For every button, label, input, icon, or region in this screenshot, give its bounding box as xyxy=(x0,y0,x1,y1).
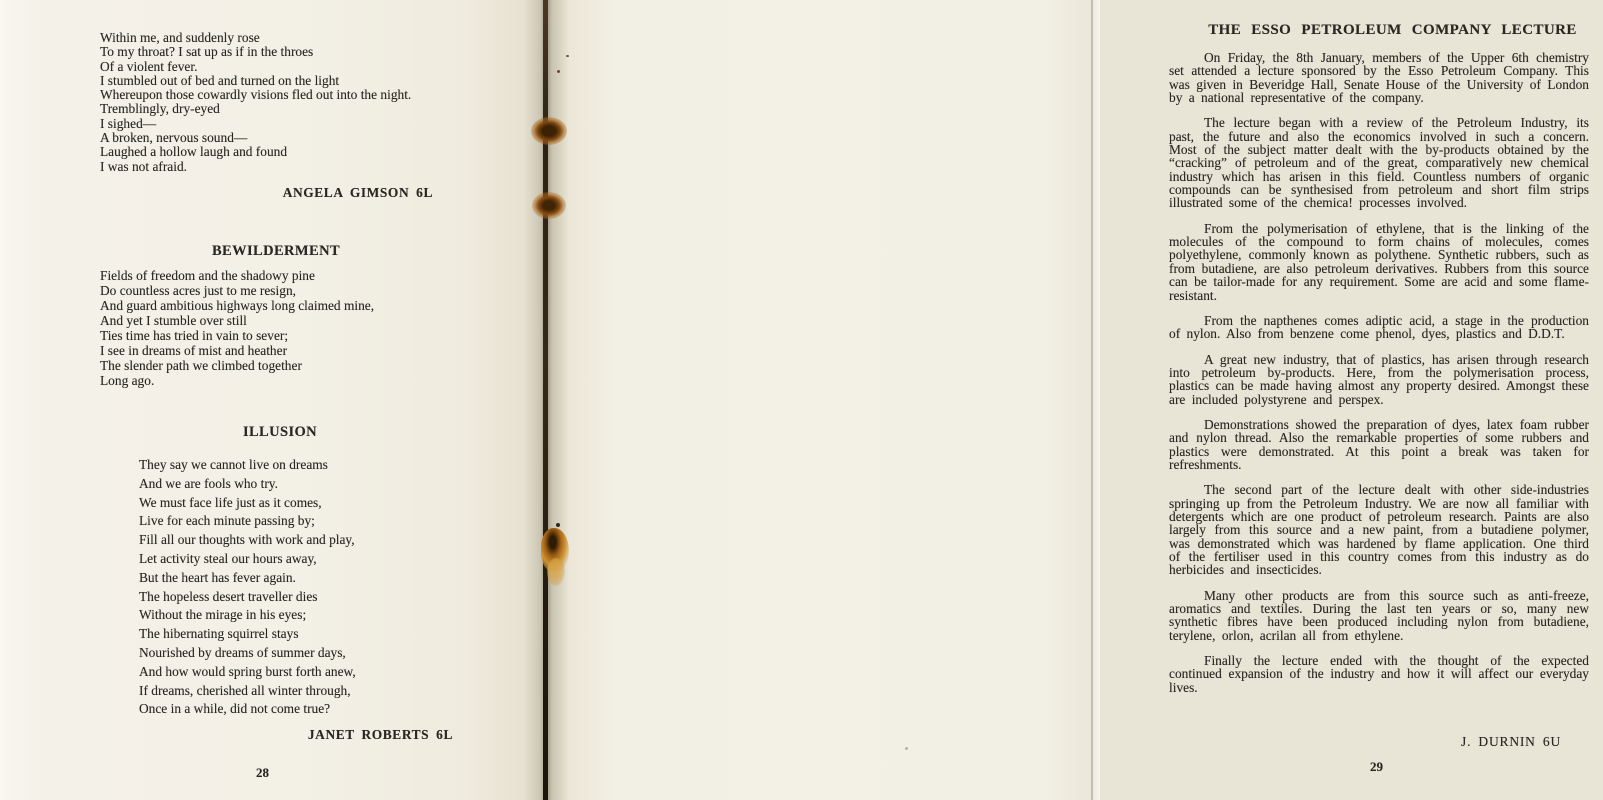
poem-line: And we are fools who try. xyxy=(139,475,278,491)
poem-untitled-author: ANGELA GIMSON 6L xyxy=(282,185,433,200)
article-paragraph: On Friday, the 8th January, members of the Upper 6th chemistry set attended a lecture sponsored by the Esso Petroleum Company. This was given in Beveridge Hall, Senate House of the University of London by a national representative of the company. xyxy=(1169,50,1589,106)
poem-line: Tremblingly, dry-eyed xyxy=(100,101,220,117)
poem-line: Do countless acres just to me resign, xyxy=(100,283,296,298)
poem-line: The slender path we climbed together xyxy=(100,358,302,373)
poem-line: Let activity steal our hours away, xyxy=(139,550,317,566)
poem-untitled-lines xyxy=(100,31,411,174)
poem-line: If dreams, cherished all winter through, xyxy=(139,682,351,698)
article-paragraph: Finally the lecture ended with the thought of the expected continued expansion of the industry and how it will affect our everyday lives. xyxy=(1169,653,1589,695)
paper-speck xyxy=(566,55,569,57)
poem-line: The hibernating squirrel stays xyxy=(139,626,299,642)
poem-line: They say we cannot live on dreams xyxy=(139,457,328,472)
poem-line: To my throat? I sat up as if in the throes xyxy=(100,44,314,60)
poem-line: Fill all our thoughts with work and play, xyxy=(139,532,355,548)
poem-line: Nourished by dreams of summer days, xyxy=(139,644,346,660)
poem-line: I see in dreams of mist and heather xyxy=(100,343,288,358)
poem-line: Of a violent fever. xyxy=(100,58,198,74)
article-paragraph: The lecture began with a review of the Petroleum Industry, its past, the future and also the economics involved in such a concern. Most of the subject matter dealt with the by-products obtained by the “cracking” of petroleum and of the great, comparatively new chemical industry which has arisen in this field. Countless numbers of organic compounds can be synthesised from petroleum and short film strips illustrated some of the chemica! processes involved. xyxy=(1169,115,1589,211)
poem-line: Long ago. xyxy=(100,373,155,388)
article-title: THE ESSO PETROLEUM COMPANY LECTURE xyxy=(1208,22,1577,38)
left-page-number: 28 xyxy=(256,765,269,780)
rust-stain xyxy=(532,192,566,219)
article-paragraph: Many other products are from this source such as anti-freeze, aromatics and textiles. During the last ten years or so, many new synthetic fibres have been produced including nylon from butadiene, terylene, orlon, acrilan all from ethylene. xyxy=(1169,587,1589,643)
article-byline-row xyxy=(1169,733,1589,750)
article-paragraph: A great new industry, that of plastics, has arisen through research into petroleum by-products. Here, from the polymerisation process, plastics can be made having almost any property desired. Amongst these are included polystyrene and perspex. xyxy=(1169,351,1589,407)
poem-line: Laughed a hollow laugh and found xyxy=(100,144,288,160)
article-paragraph: Demonstrations showed the preparation of dyes, latex foam rubber and nylon thread. Also the remarkable properties of some rubbers and plastics were demonstrated. At this point a break was taken for refreshments. xyxy=(1169,416,1589,472)
poem-line: And yet I stumble over still xyxy=(100,313,247,328)
amber-stain-halo xyxy=(547,558,565,586)
rust-stain xyxy=(531,117,567,145)
poem-line: And how would spring burst forth anew, xyxy=(139,663,356,679)
page-edge-line xyxy=(1091,0,1093,800)
article-paragraph: The second part of the lecture dealt with other side-industries springing up from the Petroleum Industry. We are now all familiar with detergents which are one product of petroleum research. Paints are also largely from this source and a new paint, from a butadiene polymer, was demonstrated which was hardened by flame application. One third of the fertiliser used in this country comes from this industry as do herbicides and insecticides. xyxy=(1169,482,1589,578)
poem-line: I sighed— xyxy=(100,115,157,131)
right-page-number: 29 xyxy=(1370,759,1383,774)
poem-line: Without the mirage in his eyes; xyxy=(139,607,307,623)
poem-illusion-lines xyxy=(139,456,356,719)
poem-line: I stumbled out of bed and turned on the light xyxy=(100,72,340,88)
poem-bewilderment-lines xyxy=(100,268,374,388)
poem-bewilderment-title: BEWILDERMENT xyxy=(211,243,341,259)
article-paragraph: From the polymerisation of ethylene, that is the linking of the molecules of the compound to form chains of molecules, comes polyethylene, commonly known as polythene. Synthetic rubbers, such as from butadiene, are also petroleum derivatives. Rubbers from this source can be tailor-made for any requirement. Some are acid and some flame-resistant. xyxy=(1169,220,1589,303)
right-page xyxy=(548,0,1589,800)
poem-line: Ties time has tried in vain to sever; xyxy=(100,328,289,343)
poem-line: Whereupon those cowardly visions fled out into the night. xyxy=(100,87,412,103)
poem-line: A broken, nervous sound— xyxy=(100,130,248,146)
poem-line: The hopeless desert traveller dies xyxy=(139,588,318,604)
poem-line: Once in a while, did not come true? xyxy=(139,701,331,717)
paper-speck xyxy=(905,747,908,750)
article-byline: J. DURNIN 6U xyxy=(1461,734,1561,749)
poem-line: And guard ambitious highways long claimed mine, xyxy=(100,298,375,313)
poem-illusion-title: ILLUSION xyxy=(242,424,318,440)
article-paragraph: From the napthenes comes adiptic acid, a stage in the production of nylon. Also from benzene come phenol, dyes, plastics and D.D.T. xyxy=(1169,312,1589,342)
poem-line: But the heart has fever again. xyxy=(139,569,296,585)
paper-speck xyxy=(557,70,560,73)
article-body xyxy=(1169,51,1589,706)
poem-line: We must face life just as it comes, xyxy=(139,494,322,510)
poem-line: I was not afraid. xyxy=(100,158,188,174)
left-page xyxy=(0,0,548,800)
poem-line: Live for each minute passing by; xyxy=(139,513,315,529)
poem-line: Within me, and suddenly rose xyxy=(100,30,260,45)
poem-illusion-author: JANET ROBERTS 6L xyxy=(307,727,453,742)
paper-speck xyxy=(556,523,560,527)
poem-line: Fields of freedom and the shadowy pine xyxy=(100,268,315,283)
